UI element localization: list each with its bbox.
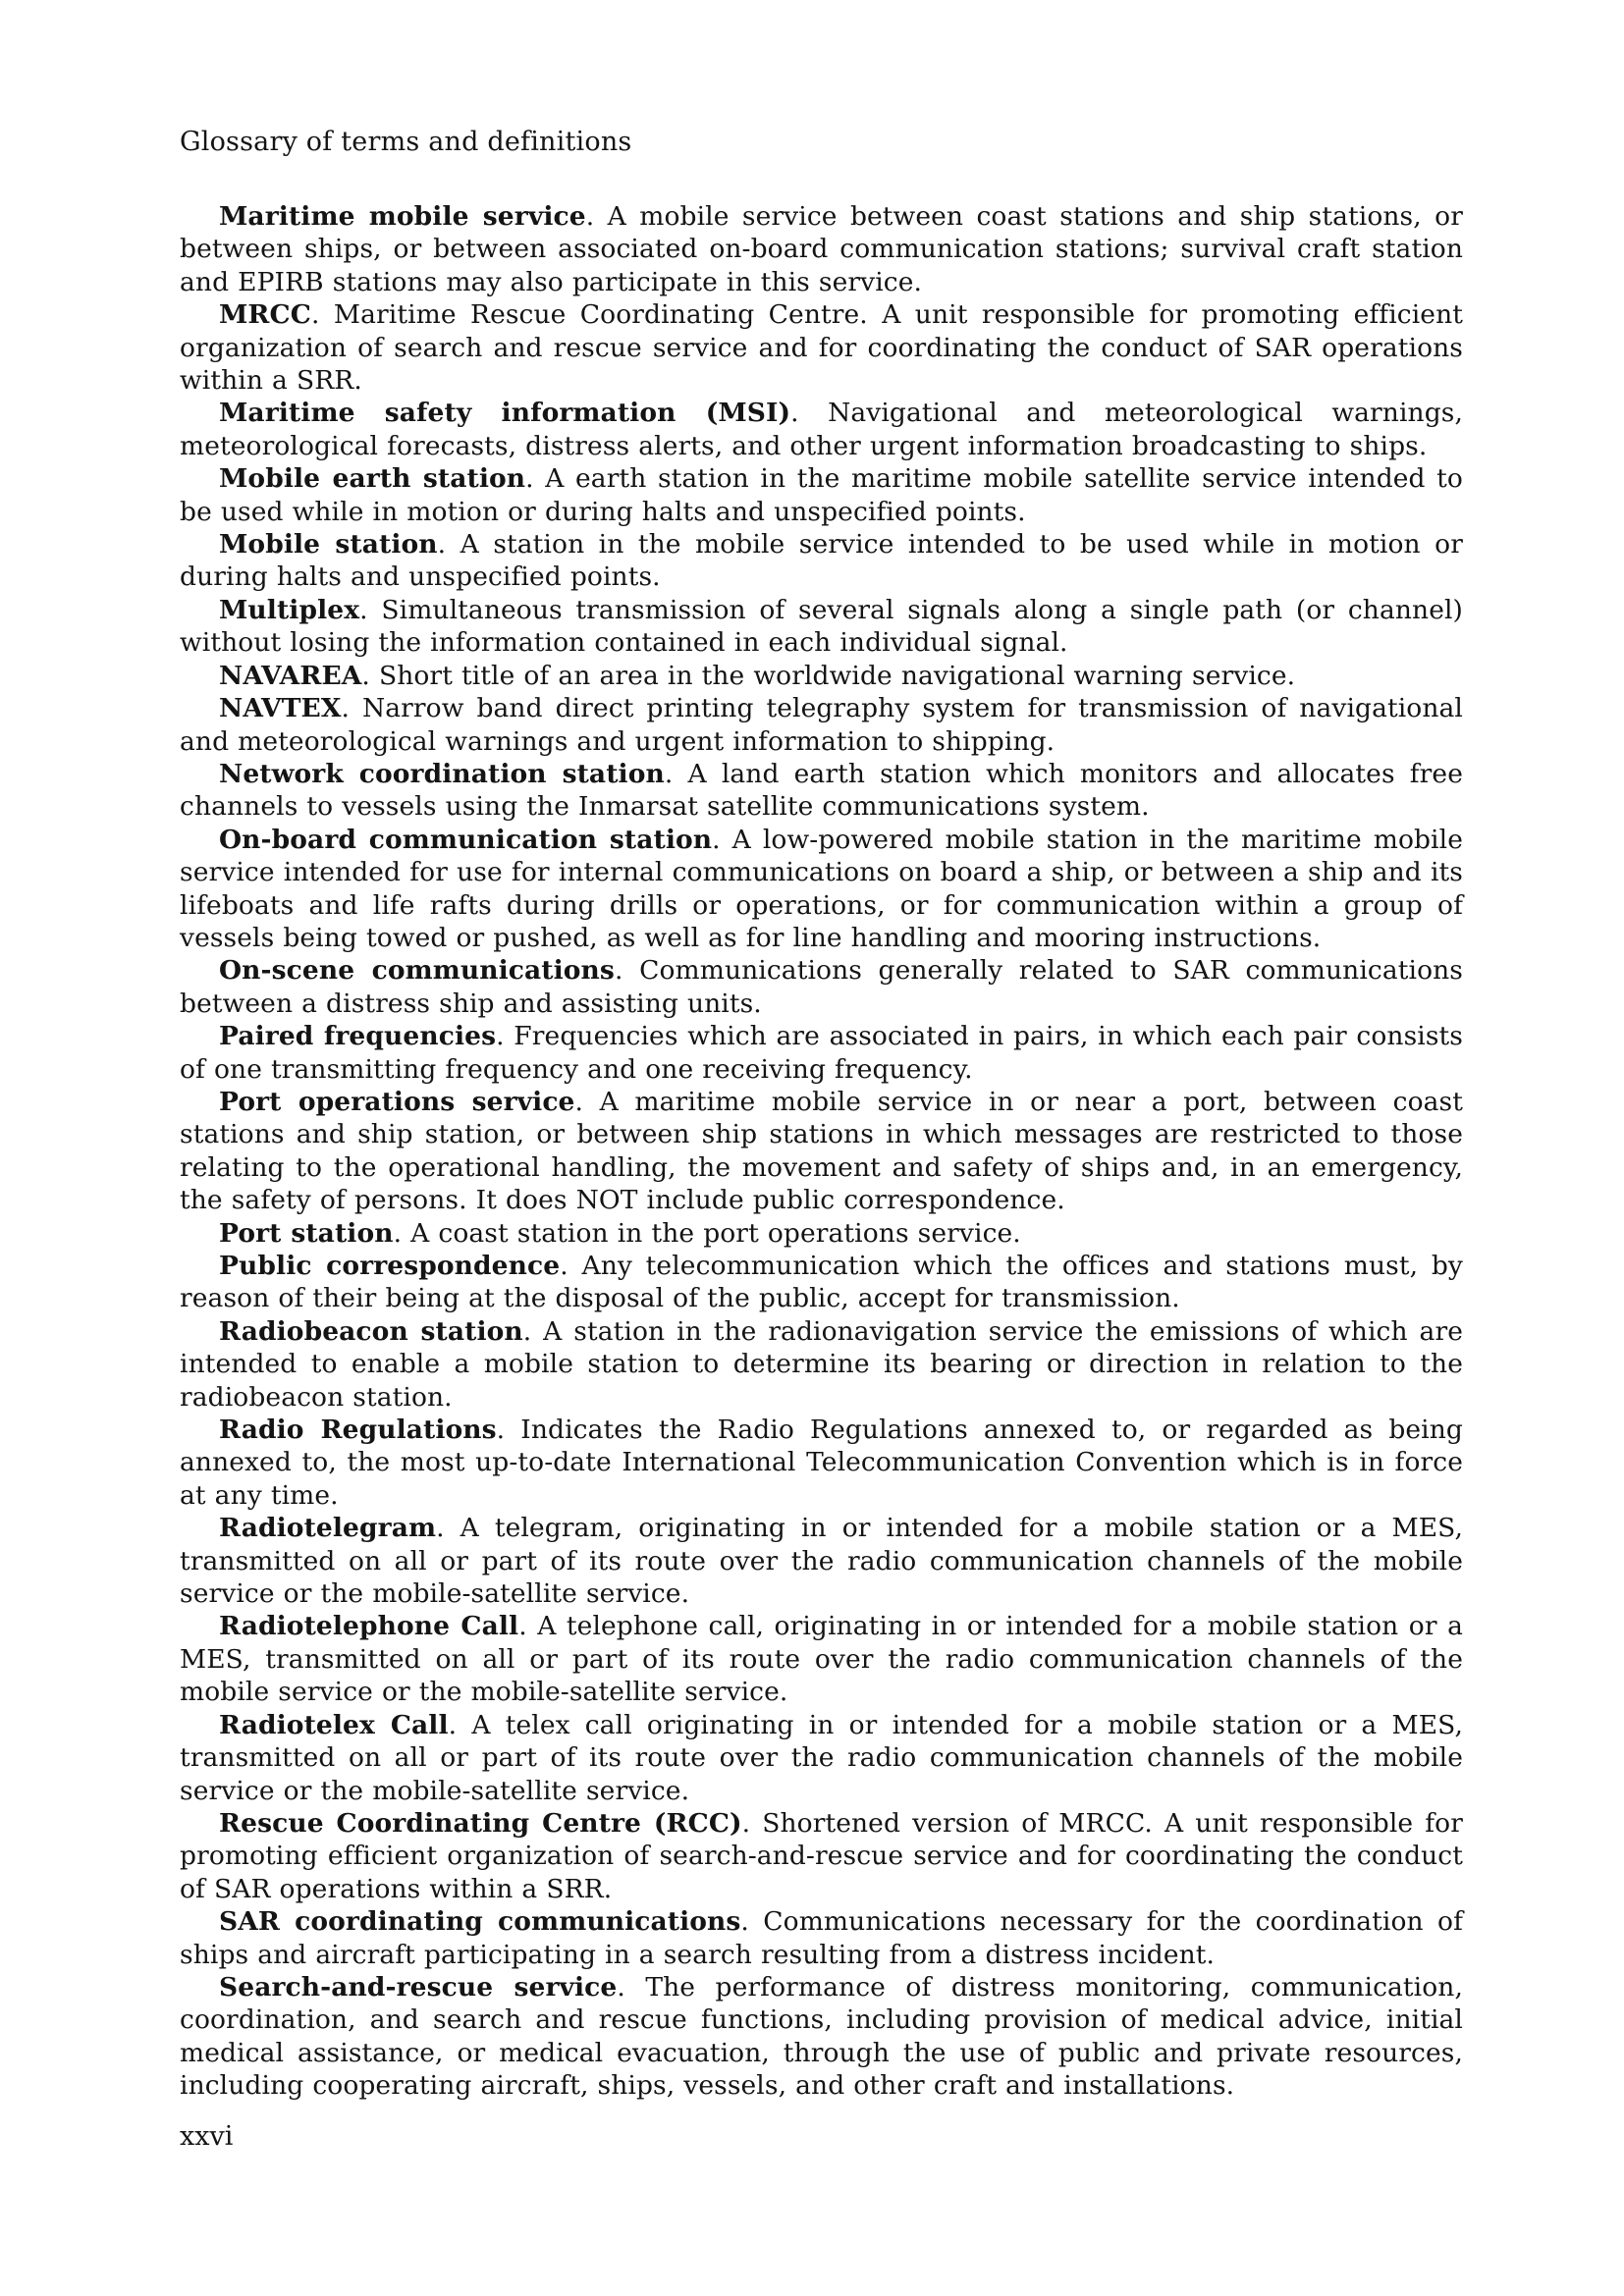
entry-definition: . A mobile service between coast stations and ship stations, or between ships, or between associated on-board communication stations; survival craft station and EPIRB stations may also participate in this service.: [180, 201, 1463, 297]
entry-term: Rescue Coordinating Centre (RCC): [219, 1807, 742, 1839]
glossary-entry: [180, 1086, 1463, 1217]
entry-definition: . Communications necessary for the coordination of ships and aircraft participating in a search resulting from a distress incident.: [180, 1906, 1463, 1970]
entry-definition: . Navigational and meteorological warnings, meteorological forecasts, distress alerts, and other urgent information broadcasting to ships.: [180, 398, 1463, 461]
entry-definition: . Narrow band direct printing telegraphy system for transmission of navigational and meteorological warnings and urgent information to shipping.: [180, 693, 1463, 757]
entry-term: NAVTEX: [219, 693, 342, 724]
glossary-entry: [180, 397, 1463, 462]
entry-term: Maritime safety information (MSI): [219, 398, 791, 429]
entry-definition: . A telegram, originating in or intended for a mobile station or a MES, transmitted on all or part of its route over the radio communication channels of the mobile service or the mobile-satellite service.: [180, 1513, 1463, 1610]
page-number: xxvi: [180, 2121, 234, 2152]
glossary-entry: [180, 462, 1463, 528]
glossary-entry: [180, 298, 1463, 397]
glossary-entry: [180, 1709, 1463, 1807]
entry-term: Public correspondence: [219, 1251, 561, 1281]
text-block: [180, 126, 1463, 2103]
entry-term: Radio Regulations: [219, 1415, 497, 1446]
entry-term: Maritime mobile service: [219, 201, 586, 232]
glossary-entry: [180, 1315, 1463, 1414]
entry-term: Radiobeacon station: [219, 1315, 523, 1347]
glossary-entry: [180, 1250, 1463, 1315]
entry-term: Search-and-rescue service: [219, 1971, 618, 2002]
entry-term: Port operations service: [219, 1086, 575, 1117]
entry-definition: . A telephone call, originating in or intended for a mobile station or a MES, transmitted on all or part of its route over the radio communication channels of the mobile service or the mobile-satellite service.: [180, 1611, 1463, 1708]
entry-definition: . Indicates the Radio Regulations annexed to, or regarded as being annexed to, the most up-to-date International Telecommunication Convention which is in force at any time.: [180, 1415, 1463, 1511]
glossary-entry: [180, 1971, 1463, 2103]
glossary-entry: [180, 528, 1463, 594]
glossary-entry: [180, 692, 1463, 758]
entry-definition: . Frequencies which are associated in pairs, in which each pair consists of one transmitting frequency and one receiving frequency.: [180, 1021, 1463, 1085]
glossary-entry: [180, 200, 1463, 298]
entry-term: Paired frequencies: [219, 1021, 497, 1052]
glossary-entry: [180, 1512, 1463, 1610]
entry-term: On-scene communications: [219, 955, 615, 987]
entry-definition: . The performance of distress monitoring, communication, coordination, and search and rescue functions, including provision of medical advice, initial medical assistance, or medical evacuation, through the use of public and private resources, including cooperating aircraft, ships, vessels, and other craft and installations.: [180, 1971, 1463, 2102]
entry-term: Radiotelex Call: [219, 1709, 449, 1740]
entry-definition: . A maritime mobile service in or near a port, between coast stations and ship station, or between ship stations in which messages are restricted to those relating to the operational handling, the movement and safety of ships and, in an emergency, the safety of persons. It does NOT include public correspondence.: [180, 1086, 1463, 1216]
entry-definition: . A telex call originating in or intended for a mobile station or a MES, transmitted on all or part of its route over the radio communication channels of the mobile service or the mobile-satellite service.: [180, 1709, 1463, 1806]
glossary-entry: [180, 1414, 1463, 1512]
entry-term: Multiplex: [219, 594, 360, 625]
entry-term: Mobile earth station: [219, 463, 526, 495]
glossary-entry: [180, 1610, 1463, 1708]
glossary-entries: [180, 200, 1463, 2103]
entry-definition: . Simultaneous transmission of several signals along a single path (or channel) without losing the information contained in each individual signal.: [180, 594, 1463, 659]
glossary-entry: [180, 1020, 1463, 1086]
entry-term: Radiotelegram: [219, 1513, 437, 1544]
glossary-entry: [180, 824, 1463, 955]
entry-definition: . Communications generally related to SAR communications between a distress ship and assisting units.: [180, 955, 1463, 1019]
entry-definition: . A low-powered mobile station in the maritime mobile service intended for use for internal communications on board a ship, or between a ship and its lifeboats and life rafts during drills or operations, or for communication within a group of vessels being towed or pushed, as well as for line handling and mooring instructions.: [180, 824, 1463, 953]
entry-definition: . Shortened version of MRCC. A unit responsible for promoting efficient organization of search-and-rescue service and for coordinating the conduct of SAR operations within a SRR.: [180, 1807, 1463, 1904]
entry-term: Radiotelephone Call: [219, 1611, 519, 1642]
entry-definition: . A station in the mobile service intended to be used while in motion or during halts and unspecified points.: [180, 529, 1463, 593]
glossary-entry: [180, 594, 1463, 660]
entry-definition: . A coast station in the port operations service.: [393, 1217, 1021, 1249]
glossary-entry: [180, 1905, 1463, 1971]
entry-term: MRCC: [219, 299, 311, 331]
entry-term: Mobile station: [219, 529, 438, 561]
glossary-entry: [180, 954, 1463, 1020]
entry-term: NAVAREA: [219, 660, 362, 691]
glossary-entry: [180, 660, 1463, 692]
entry-definition: . A earth station in the maritime mobile satellite service intended to be used while in motion or during halts and unspecified points.: [180, 463, 1463, 527]
entry-term: On-board communication station: [219, 824, 713, 855]
entry-definition: . Short title of an area in the worldwide navigational warning service.: [361, 660, 1296, 691]
glossary-entry: [180, 758, 1463, 824]
page-header: Glossary of terms and definitions: [180, 127, 632, 157]
entry-definition: . A land earth station which monitors and allocates free channels to vessels using the Inmarsat satellite communications system.: [180, 758, 1463, 823]
glossary-entry: [180, 1217, 1463, 1250]
entry-term: Port station: [219, 1217, 394, 1249]
entry-term: Network coordination station: [219, 758, 665, 789]
glossary-entry: [180, 1807, 1463, 1905]
entry-definition: . Maritime Rescue Coordinating Centre. A unit responsible for promoting efficient organization of search and rescue service and for coordinating the conduct of SAR operations within a SRR.: [180, 299, 1463, 397]
entry-term: SAR coordinating communications: [219, 1906, 741, 1938]
entry-definition: . Any telecommunication which the offices and stations must, by reason of their being at the disposal of the public, accept for transmission.: [180, 1251, 1463, 1314]
entry-definition: . A station in the radionavigation service the emissions of which are intended to enable a mobile station to determine its bearing or direction in relation to the radiobeacon station.: [180, 1315, 1463, 1413]
